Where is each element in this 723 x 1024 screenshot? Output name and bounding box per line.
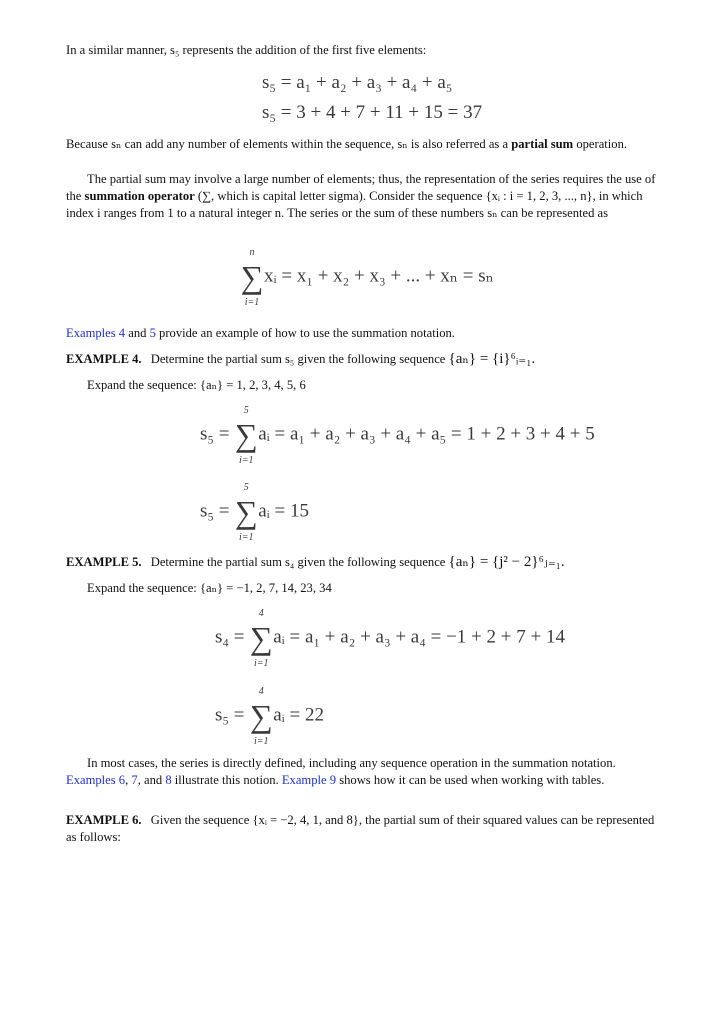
example-5-sum-result [215, 686, 324, 747]
sigma-upper-limit: 4 [258, 608, 264, 619]
example-8-link[interactable]: 8 [165, 773, 172, 787]
example-5-link[interactable]: 5 [149, 326, 156, 340]
example-5-label: EXAMPLE 5. [66, 555, 142, 569]
text-run: , [125, 773, 132, 787]
text-run: (∑, which is capital letter sigma). Consider the sequence {xᵢ : i = 1, 2, 3, ..., n}, in which index i ranges from 1 to a natural integer n. The series or the sum of these numbers sₙ can be represented as [66, 189, 643, 220]
sigma-upper-limit: 5 [243, 482, 249, 493]
sigma-lower-limit: i=1 [253, 736, 269, 747]
bold-term: partial sum [511, 137, 574, 151]
sigma-symbol: 5 ∑ i=1 [234, 482, 258, 543]
sigma-symbol: 5 ∑ i=1 [234, 405, 258, 466]
summation-operator-paragraph [66, 171, 660, 222]
text-run: operation. [573, 137, 628, 151]
equation-body: xᵢ = x₁ + x₂ + x₃ + ... + xₙ = sₙ [264, 265, 494, 287]
example-6-text: Given the sequence {xᵢ = −2, 4, 1, and 8}, the partial sum of their squared values can be represented as follows: [66, 813, 655, 844]
sum-body: aᵢ = a₁ + a₂ + a₃ + a₄ + a₅ = 1 + 2 + 3 + 4 + 5 [258, 423, 595, 445]
text-run: Because sₙ can add any number of elements within the sequence, sₙ is also referred as a [66, 137, 512, 151]
sum-lhs: s₄ = [215, 626, 245, 648]
sigma-lower-limit: i=1 [238, 455, 254, 466]
example-4-heading [66, 351, 660, 368]
equation-s5-definition [262, 70, 482, 126]
example-4-text: Determine the partial sum s₅ given the following sequence [150, 352, 446, 366]
example-4-sum-expanded [200, 405, 595, 466]
examples-4-link[interactable]: Examples 4 [66, 326, 126, 340]
sum-lhs: s₅ = [215, 704, 245, 726]
partial-sum-paragraph [66, 136, 660, 153]
example-7-link[interactable]: 7 [131, 773, 138, 787]
sigma-symbol: 4 ∑ i=1 [249, 686, 273, 747]
equation-line: s₅ = a₁ + a₂ + a₃ + a₄ + a₅ [262, 72, 453, 93]
example-6-label: EXAMPLE 6. [66, 813, 142, 827]
example-5-sum-expanded [215, 608, 565, 669]
intro-paragraph: In a similar manner, s₅ represents the addition of the first five elements: [66, 43, 427, 57]
sigma-symbol: n ∑ i=1 [240, 247, 264, 308]
text-run: shows how it can be used when working with tables. [336, 773, 605, 787]
sum-lhs: s₅ = [200, 423, 230, 445]
example-4-sum-result [200, 482, 309, 543]
sigma-symbol: 4 ∑ i=1 [249, 608, 273, 669]
sigma-lower-limit: i=1 [238, 532, 254, 543]
text-run: The partial sum may involve a large number of elements; thus, the representation of the series requires the use of the [66, 172, 656, 203]
sigma-lower-limit: i=1 [244, 297, 260, 308]
bold-term: summation operator [84, 189, 195, 203]
text-run: and [125, 326, 150, 340]
examples-6-link[interactable]: Examples 6 [66, 773, 126, 787]
sigma-upper-limit: 5 [243, 405, 249, 416]
sigma-upper-limit: n [249, 247, 255, 258]
examples-reference-paragraph [66, 325, 660, 342]
text-run: provide an example of how to use the summation notation. [155, 326, 455, 340]
sum-lhs: s₅ = [200, 500, 230, 522]
sigma-upper-limit: 4 [258, 686, 264, 697]
example-5-sequence: {aₙ} = {j² − 2}⁶ⱼ₌₁. [448, 554, 565, 570]
text-run: illustrate this notion. [171, 773, 282, 787]
example-6-heading [66, 812, 660, 846]
text-run: , and [137, 773, 166, 787]
text-run: In most cases, the series is directly defined, including any sequence operation in the summation notation. [87, 756, 616, 770]
example-4-label: EXAMPLE 4. [66, 352, 142, 366]
series-cases-paragraph [66, 755, 660, 789]
equation-summation-general [240, 247, 494, 308]
equation-line: s₅ = 3 + 4 + 7 + 11 + 15 = 37 [262, 102, 483, 123]
example-9-link[interactable]: Example 9 [281, 773, 337, 787]
example-5-expand: Expand the sequence: {aₙ} = −1, 2, 7, 14, 23, 34 [87, 581, 332, 595]
sum-body: aᵢ = 22 [273, 704, 324, 726]
sum-body: aᵢ = 15 [258, 500, 309, 522]
sum-body: aᵢ = a₁ + a₂ + a₃ + a₄ = −1 + 2 + 7 + 14 [273, 626, 565, 648]
example-5-heading [66, 554, 660, 571]
example-5-text: Determine the partial sum s₄ given the following sequence [150, 555, 446, 569]
example-4-sequence: {aₙ} = {i}⁶ᵢ₌₁. [448, 351, 536, 367]
sigma-lower-limit: i=1 [253, 658, 269, 669]
example-4-expand: Expand the sequence: {aₙ} = 1, 2, 3, 4, 5, 6 [87, 378, 306, 392]
